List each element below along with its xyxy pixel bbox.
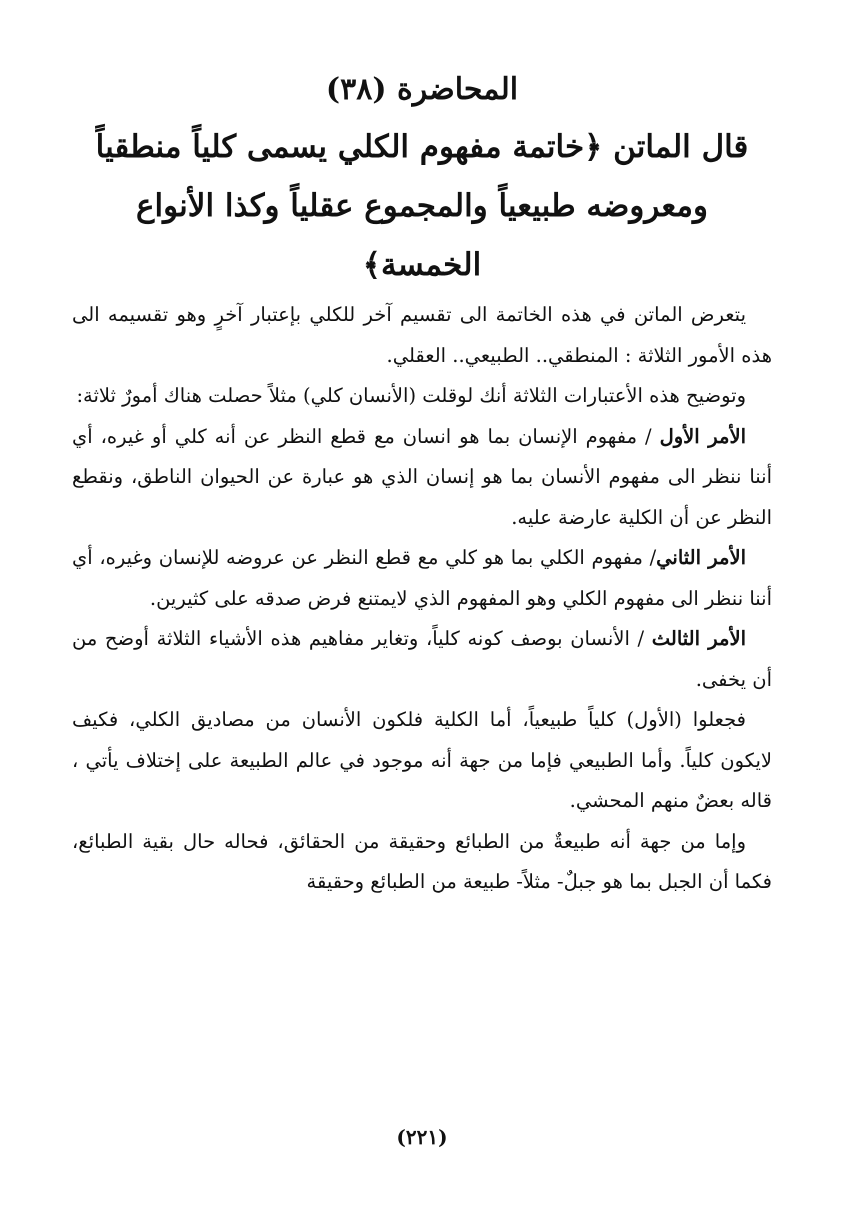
paragraph-3 [72, 417, 772, 539]
paragraph-5-lead: الأمر الثالث [651, 627, 746, 650]
page-number: (٢٢١) [396, 1125, 448, 1149]
paragraph-4-lead: الأمر الثاني [656, 546, 746, 569]
paragraph-5-text: / الأنسان بوصف كونه كلياً، وتغاير مفاهيم هذه الأشياء الثلاثة أوضح من أن يخفى. [72, 627, 772, 691]
paragraph-6-text: فجعلوا (الأول) كلياً طبيعياً، أما الكلية فلكون الأنسان من مصاديق الكلي، فكيف لايكون كلياً. وأما الطبيعي فإما من جهة أنه موجود في عالم الطبيعة على إختلاف يأتي ، قاله بعضٌ منهم المحشي. [72, 708, 772, 812]
paragraph-3-lead: الأمر الأول [659, 424, 747, 448]
matn-heading: قال الماتن ﴿خاتمة مفهوم الكلي يسمى كلياً منطقياً ومعروضه طبيعياً والمجموع عقلياً وكذا الأنواع الخمسة﴾ [95, 129, 749, 283]
paragraph-1 [72, 295, 772, 376]
paragraph-6 [72, 700, 772, 822]
paragraph-4-text: / مفهوم الكلي بما هو كلي مع قطع النظر عن عروضه للإنسان وغيره، أي أننا ننظر الى مفهوم الكلي وهو المفهوم الذي لايمتنع فرض صدقه على كثيرين. [72, 546, 772, 610]
paragraph-5 [72, 619, 772, 700]
page-body [72, 62, 772, 903]
paragraph-1-text: يتعرض الماتن في هذه الخاتمة الى تقسيم آخر للكلي بإعتبار آخرٍ وهو تقسيمه الى هذه الأمور الثلاثة : المنطقي.. الطبيعي.. العقلي. [72, 303, 772, 367]
paragraph-3-text: / مفهوم الإنسان بما هو انسان مع قطع النظر عن أنه كلي أو غيره، أي أننا ننظر الى مفهوم الأنسان بما هو إنسان الذي هو عبارة عن الحيوان الناطق، ونقطع النظر عن أن الكلية عارضة عليه. [72, 424, 772, 529]
paragraph-4 [72, 538, 772, 619]
lecture-title: المحاضرة (٣٨) [325, 72, 519, 107]
paragraph-2 [72, 376, 772, 417]
paragraph-7-text: وإما من جهة أنه طبيعةٌ من الطبائع وحقيقة من الحقائق، فحاله حال بقية الطبائع، فكما أن الجبل بما هو جبلٌ- مثلاً- طبيعة من الطبائع وحقيقة [72, 829, 772, 893]
paragraph-2-text: وتوضيح هذه الأعتبارات الثلاثة أنك لوقلت (الأنسان كلي) مثلاً حصلت هناك أمورٌ ثلاثة: [76, 384, 746, 407]
paragraph-7 [72, 822, 772, 903]
